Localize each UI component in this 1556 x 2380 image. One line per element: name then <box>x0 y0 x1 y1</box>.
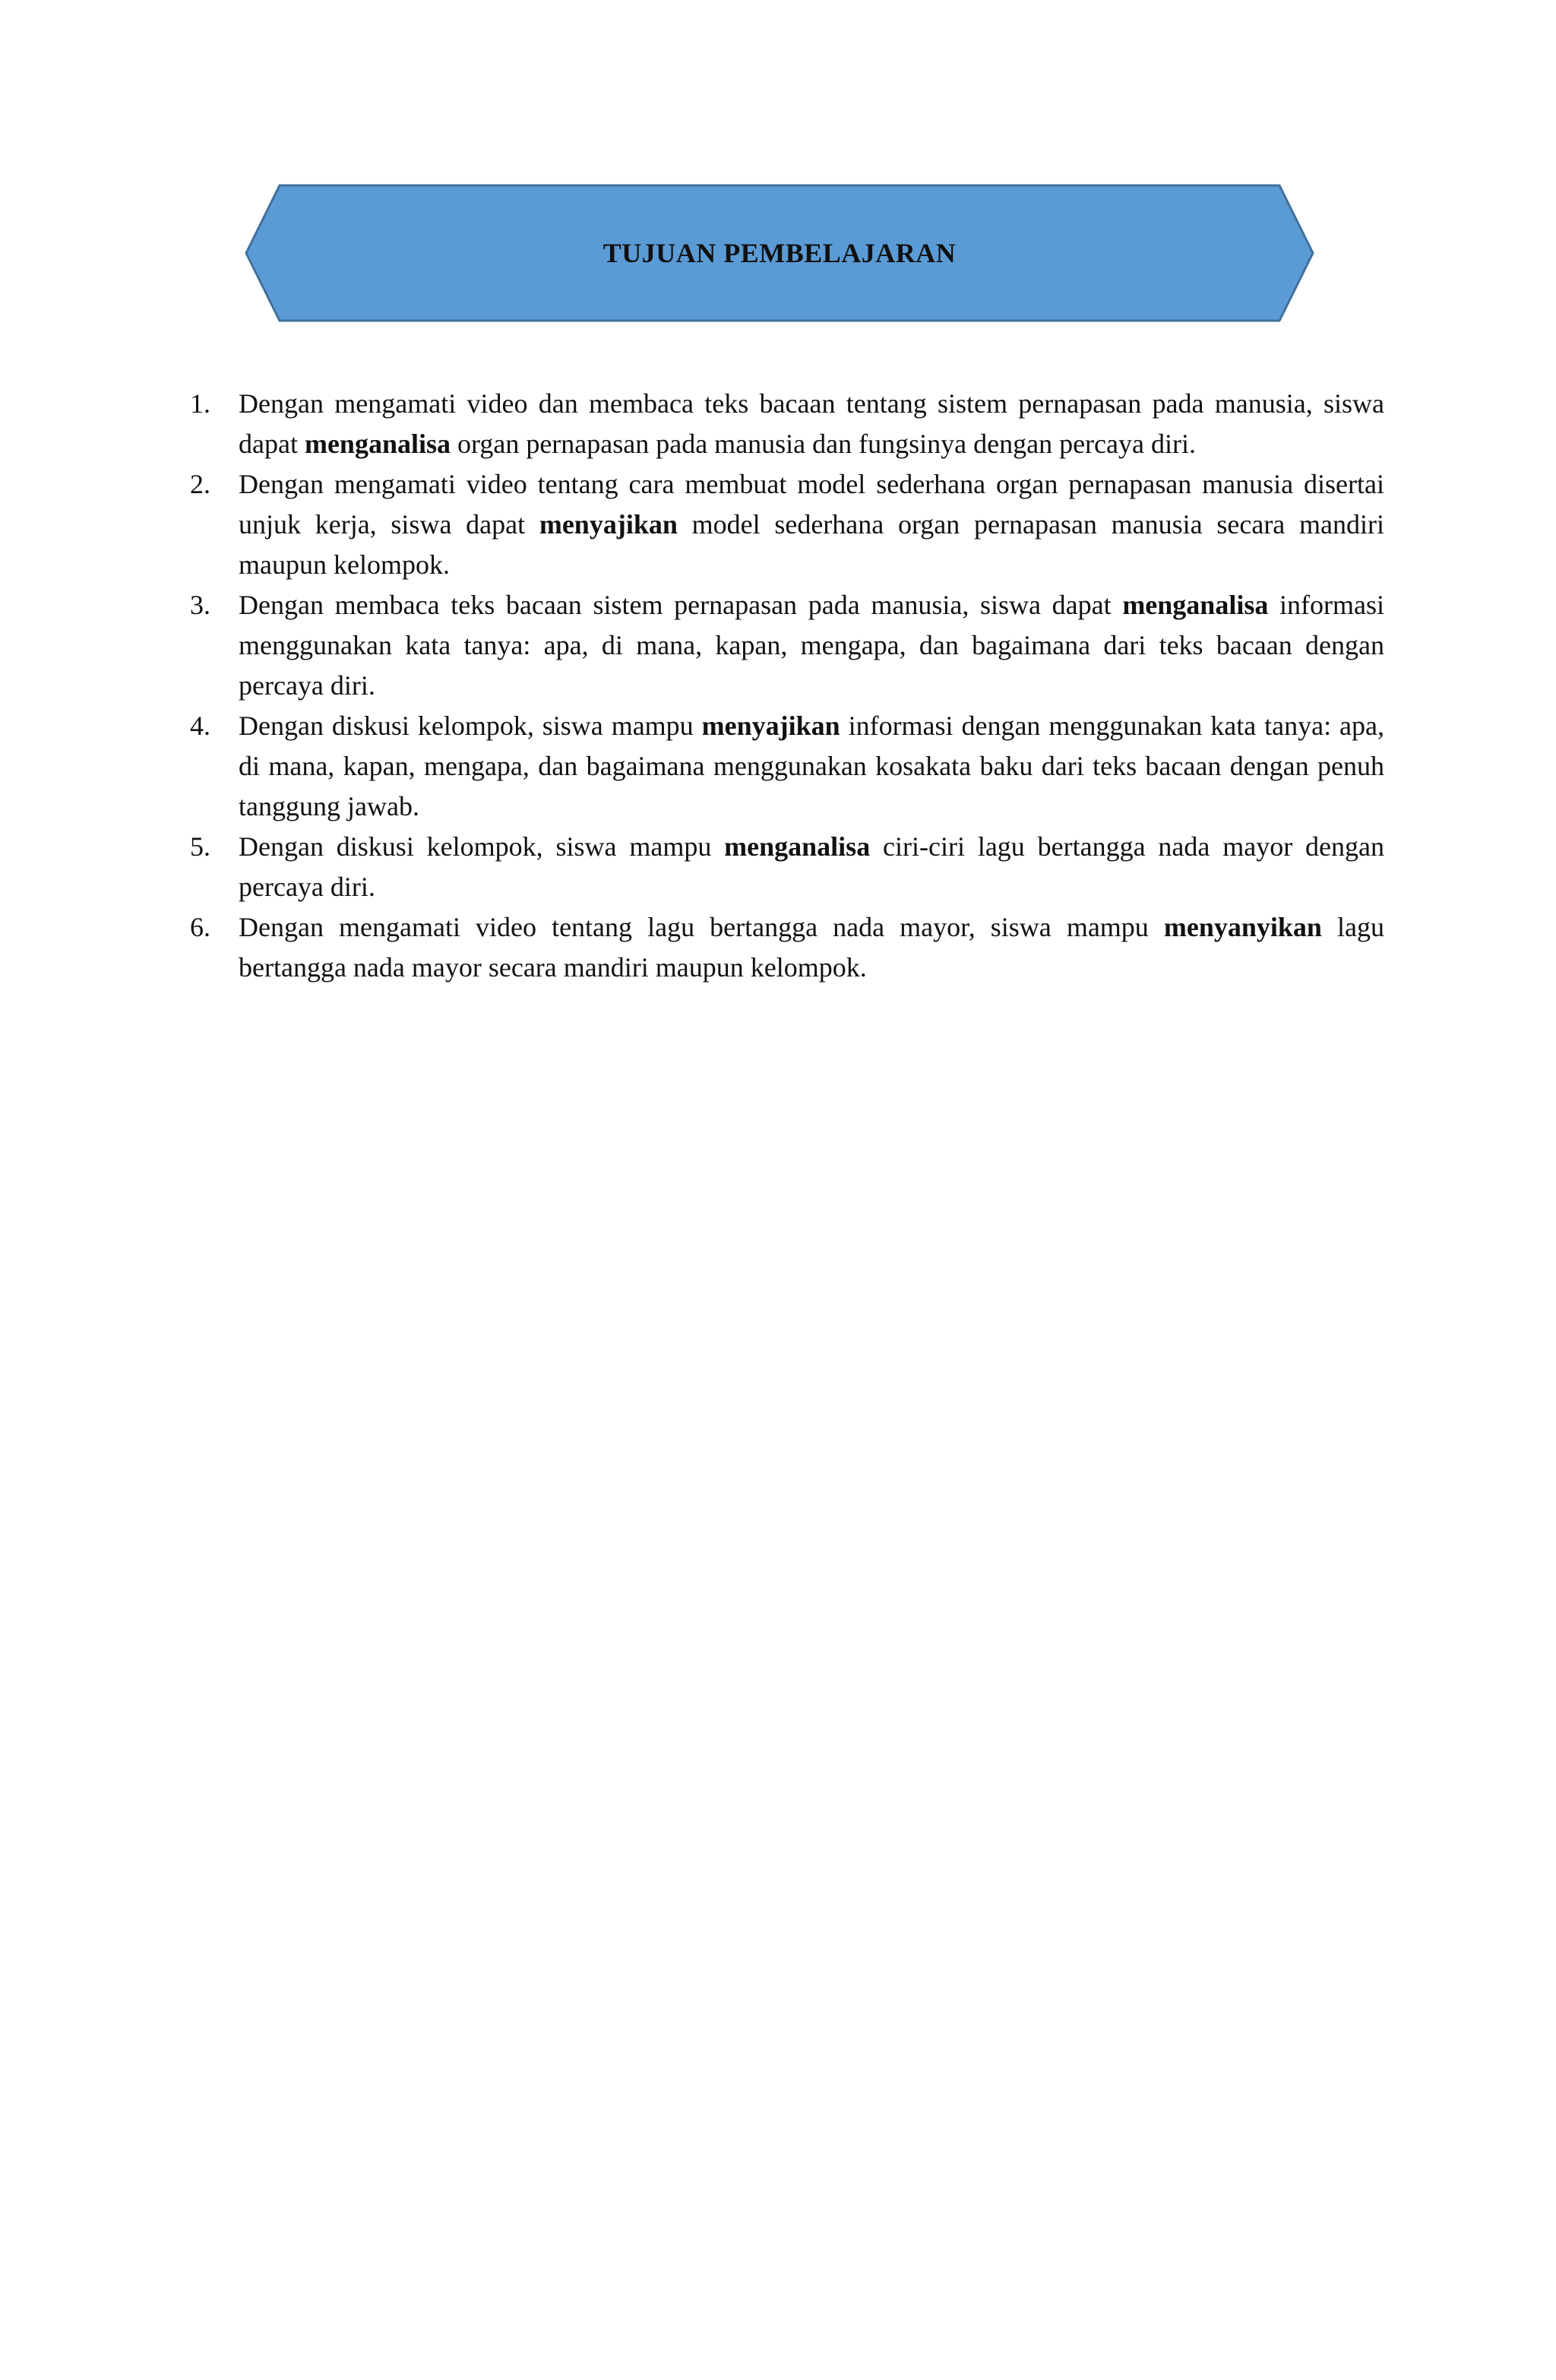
objective-item-6 <box>190 907 1384 988</box>
objective-number: 2. <box>190 469 210 499</box>
title-banner <box>245 184 1314 322</box>
objective-text <box>239 831 1384 902</box>
learning-objectives-list <box>190 384 1384 988</box>
objective-text-end: informasi menggunakan kata tanya: apa, di mana, kapan, mengapa, dan bagaimana dari teks bacaan dengan percaya diri. <box>239 590 1384 701</box>
objective-keyword: menyajikan <box>539 509 678 540</box>
objective-text-start: Dengan mengamati video tentang cara membuat model sederhana organ pernapasan manusia disertai unjuk kerja, siswa dapat <box>239 469 1384 540</box>
objective-keyword: menganalisa <box>304 429 451 459</box>
objective-text <box>239 388 1384 459</box>
objective-keyword: menganalisa <box>724 831 871 862</box>
objective-text-start: Dengan mengamati video dan membaca teks bacaan tentang sistem pernapasan pada manusia, siswa dapat <box>239 388 1384 459</box>
objective-text <box>239 469 1384 580</box>
objective-text-start: Dengan diskusi kelompok, siswa mampu <box>239 831 725 862</box>
objective-text-end: ciri-ciri lagu bertangga nada mayor dengan percaya diri. <box>239 831 1384 902</box>
objective-number: 5. <box>190 831 210 862</box>
objective-keyword: menyanyikan <box>1163 912 1322 942</box>
objective-number: 3. <box>190 590 210 620</box>
objective-text-end: informasi dengan menggunakan kata tanya: apa, di mana, kapan, mengapa, dan bagaimana menggunakan kosakata baku dari teks bacaan dengan penuh tanggung jawab. <box>239 711 1384 821</box>
page-title: TUJUAN PEMBELAJARAN <box>602 238 957 268</box>
objective-item-1 <box>190 384 1384 464</box>
objective-number: 1. <box>190 388 210 419</box>
objective-keyword: menyajikan <box>701 711 840 741</box>
objective-text <box>239 590 1384 701</box>
objective-item-3 <box>190 585 1384 706</box>
objective-text-end: lagu bertangga nada mayor secara mandiri maupun kelompok. <box>239 912 1385 983</box>
objective-text-start: Dengan mengamati video tentang lagu bertangga nada mayor, siswa mampu <box>239 912 1164 942</box>
objective-text <box>239 912 1384 983</box>
objective-number: 4. <box>190 711 210 741</box>
objective-item-4 <box>190 706 1384 827</box>
objective-text-start: Dengan membaca teks bacaan sistem pernapasan pada manusia, siswa dapat <box>239 590 1123 620</box>
objective-item-2 <box>190 464 1384 585</box>
objective-text-start: Dengan diskusi kelompok, siswa mampu <box>239 711 702 741</box>
objective-keyword: menganalisa <box>1122 590 1269 620</box>
objective-text <box>239 711 1384 821</box>
objective-number: 6. <box>190 912 210 942</box>
objective-item-5 <box>190 827 1384 907</box>
objective-text-end: organ pernapasan pada manusia dan fungsinya dengan percaya diri. <box>451 429 1196 459</box>
objective-text-end: model sederhana organ pernapasan manusia secara mandiri maupun kelompok. <box>239 509 1384 580</box>
